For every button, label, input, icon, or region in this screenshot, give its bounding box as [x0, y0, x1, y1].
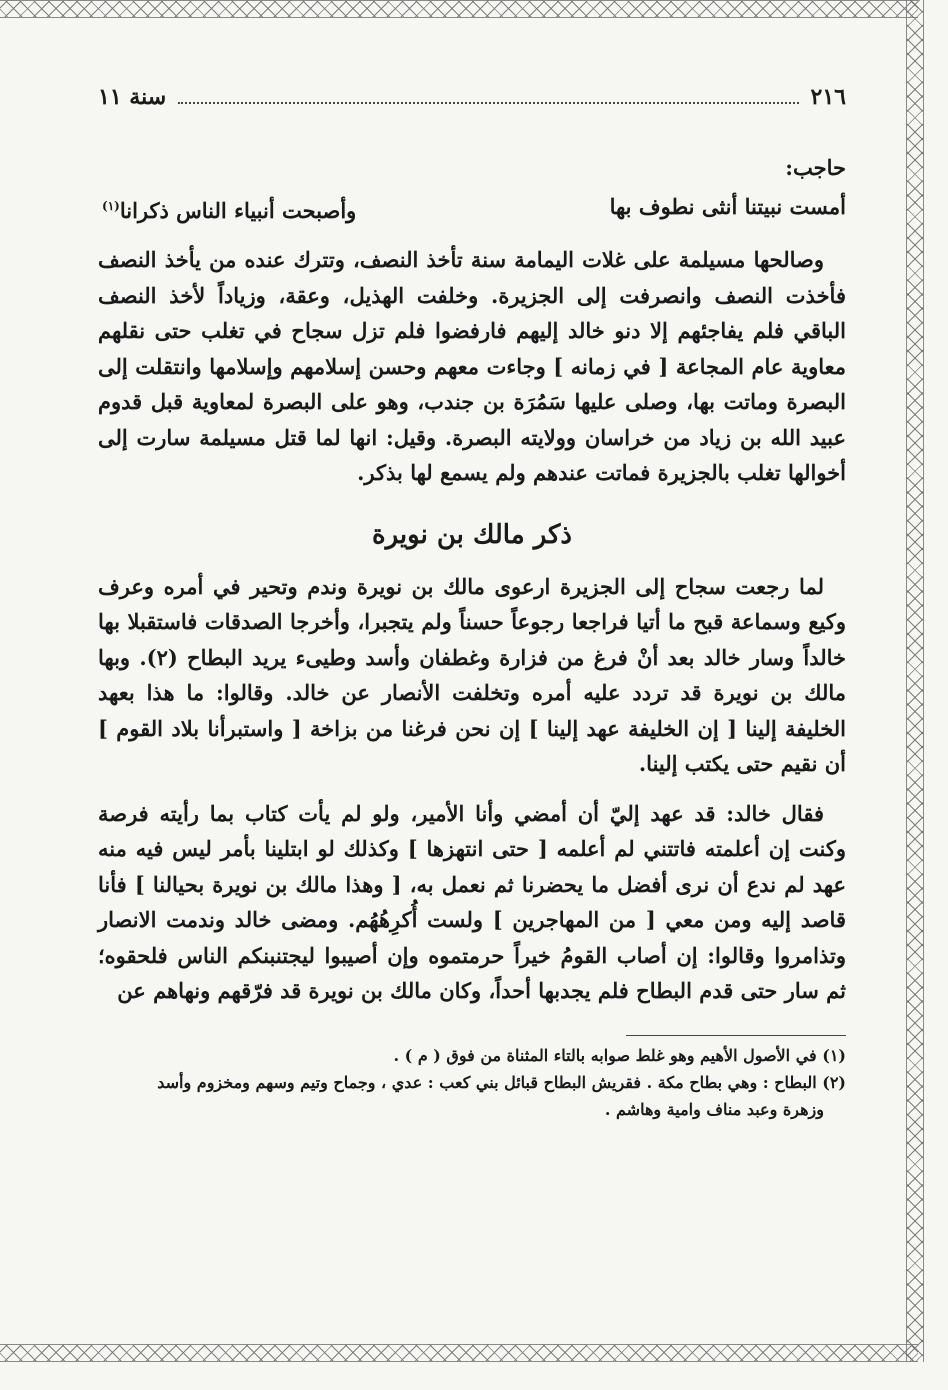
footnote-rule [626, 1035, 846, 1036]
footnote-1: (١) في الأصول الأهيم وهو غلط صوابه بالتاء المثناة من فوق ( م ) . [393, 1045, 846, 1065]
decorative-border-bottom [0, 1344, 918, 1362]
dotted-leader [178, 88, 798, 104]
paragraph-malik-1: لما رجعت سجاح إلى الجزيرة ارعوى مالك بن نويرة وندم وتحير في أمره وعرف وكيع وسماعة قبح ما أتيا فراجعا رجوعاً حسناً ولم يتجبرا، وأخرجا الصدقات فاستقبلا بها خالداً وسار خالد بعد أنْ فرغ من فزارة وغطفان وأسد وطيىء يريد البطاح (٢). وبها مالك بن نويرة قد تردد عليه أمره وتخلفت الأنصار عن خالد. وقالوا: ما هذا بعهد الخليفة إلينا [ إن الخليفة عهد إلينا ] إن نحن فرغنا من بزاخة [ واستبرأنا بلاد القوم ] أن نقيم حتى يكتب إلينا. [98, 573, 846, 776]
paragraph-malik-2: فقال خالد: قد عهد إليّ أن أمضي وأنا الأمير، ولو لم يأت كتاب بما رأيته فرصة وكنت إن أعلمته فاتتني لم أعلمه [ حتى انتهزها ] وكذلك لو ابتلينا بأمر ليس فيه منه عهد لم ندع أن نرى أفضل ما يحضرنا ثم نعمل به، [ وهذا مالك بن نويرة بحيالنا ] فأنا قاصد إليه ومن معي [ من المهاجرين ] ولست أُكرِهُهُم. ومضى خالد وندمت الانصار وتذامروا وقالوا: إن أصاب القومُ خيراً حرمتموه وإن أصيبوا ليجتنبنكم الناس فلحقوه؛ ثم سار حتى قدم البطاح فلم يجدبها أحداً، وكان مالك بن نويرة قد فرّقهم ونهاهم عن [98, 800, 846, 1003]
running-head [98, 84, 846, 124]
paragraph-sajah-end: وصالحها مسيلمة على غلات اليمامة سنة تأخذ النصف، وتترك عنده من يأخذ النصف فأخذت النصف وانصرفت إلى الجزيرة. وخلفت الهذيل، وعقة، وزياداً لأخذ النصف الباقي فلم يفاجئهم إلا دنو خالد إليهم فارفضوا فلم تزل سجاح في تغلب حتى نقلهم معاوية عام المجاعة [ في زمانه ] وجاءت معهم وحسن إسلامهم وإسلامها وانتقلت إلى البصرة وماتت بها، وصلى عليها سَمُرَة بن جندب، وهو على البصرة لمعاوية قبل قدوم عبيد الله بن زياد من خراسان وولايته البصرة. وقيل: انها لما قتل مسيلمة سارت إلى أخوالها تغلب بالجزيرة فماتت عندهم ولم يسمع لها بذكر. [98, 247, 847, 485]
year-label: سنة ١١ [98, 84, 167, 110]
footnote-2: (٢) البطاح : وهي بطاح مكة . فقريش البطاح قبائل بني كعب : عدي ، وجماح وتيم وسهم ومخزوم وأسد [157, 1072, 846, 1092]
footnotes [98, 1042, 846, 1123]
speaker-line: حاجب: [785, 155, 846, 180]
page-content [98, 84, 846, 1123]
footnote-ref-1: (١) [102, 199, 120, 213]
verse-second-text: وأصبحت أنبياء الناس ذكرانا [119, 198, 357, 223]
verse-first-hemistich: أمست نبيتنا أنثى نطوف بها [609, 194, 846, 219]
footnote-2-continued: وزهرة وعبد مناف وامية وهاشم . [604, 1099, 824, 1119]
poem-verse [98, 189, 846, 228]
page-number: ٢١٦ [810, 84, 846, 110]
decorative-border-top [0, 0, 918, 18]
decorative-border-right [906, 0, 924, 1362]
section-heading: ذكر مالك بن نويرة [371, 519, 573, 550]
verse-second-hemistich [102, 189, 356, 228]
